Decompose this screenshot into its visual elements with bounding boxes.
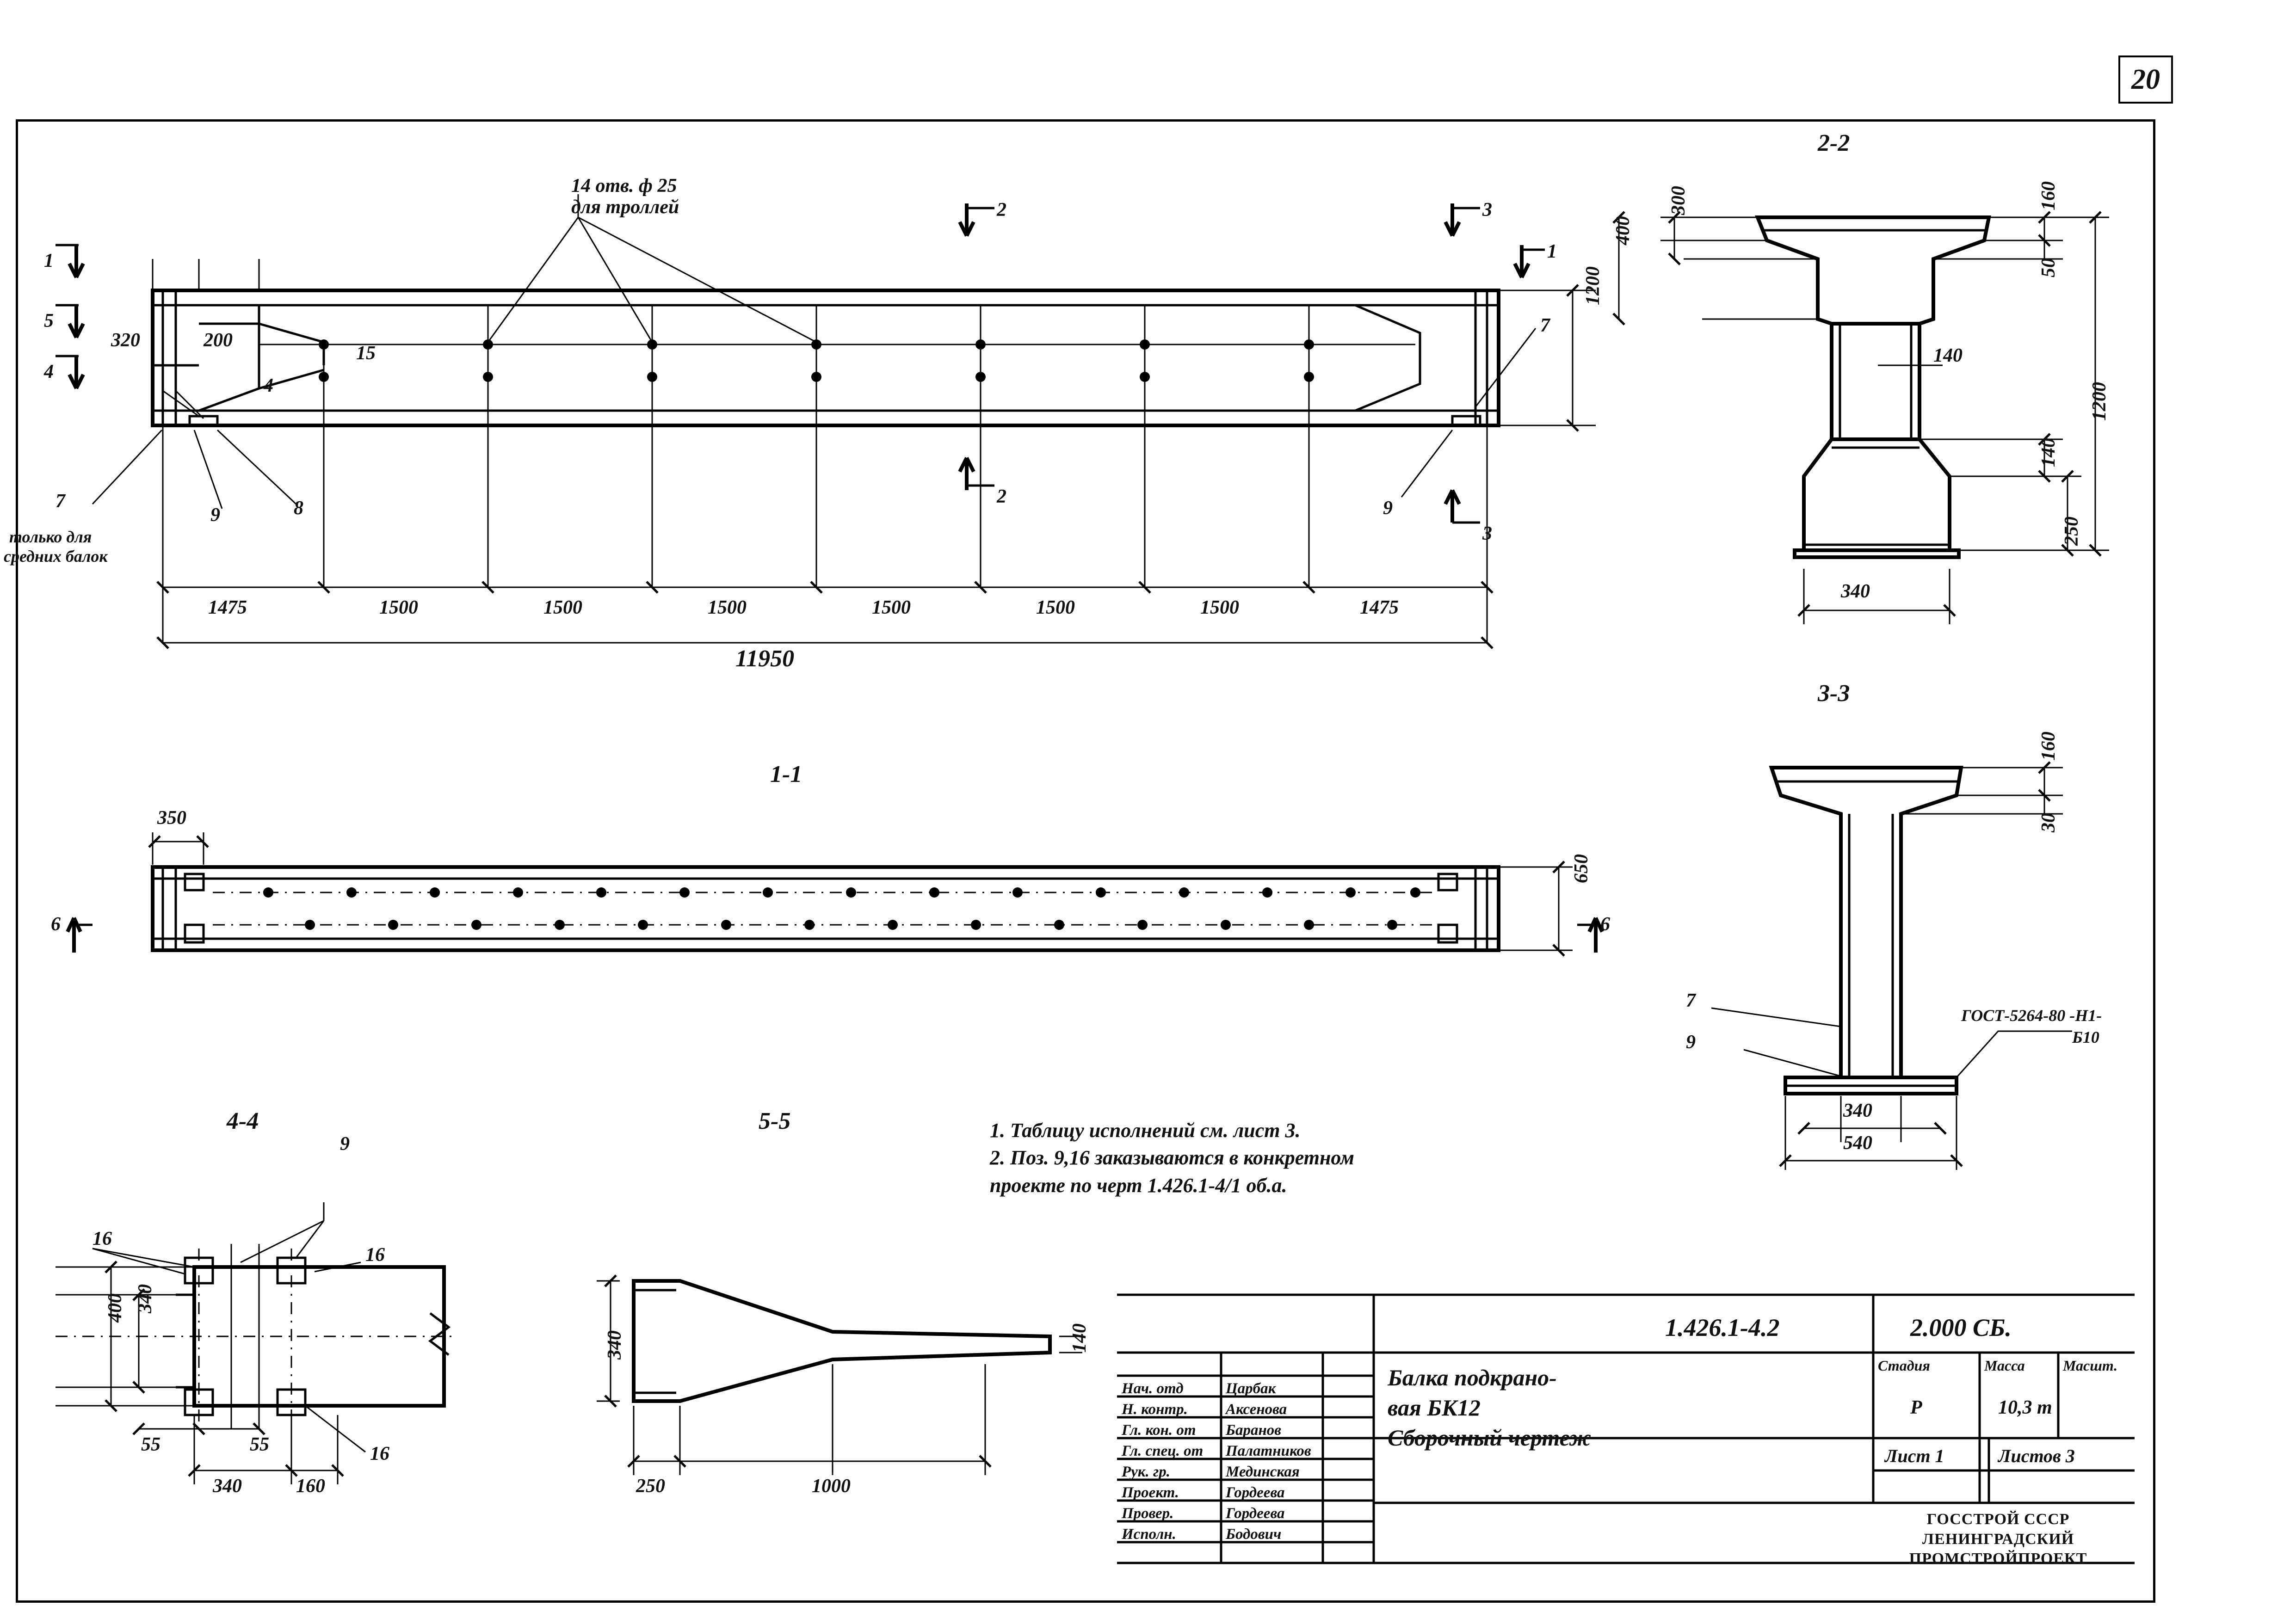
s33-dim-30: 30 (2038, 813, 2059, 832)
role-name-1: Аксенова (1226, 1401, 1287, 1418)
role-name-7: Бодович (1226, 1526, 1282, 1543)
mark-2-top: 2 (997, 199, 1006, 221)
mark-2-bottom: 2 (997, 486, 1006, 507)
section-2-2-title: 2-2 (1818, 130, 1850, 156)
mass-label: Масса (1984, 1357, 2025, 1374)
mark-9-right: 9 (1383, 498, 1393, 519)
section-1-1-title: 1-1 (770, 761, 802, 787)
page-number: 20 (2131, 63, 2160, 95)
role-label-1: Н. контр. (1122, 1401, 1188, 1418)
role-label-2: Гл. кон. от (1122, 1422, 1196, 1439)
dim-span-4: 1500 (708, 597, 747, 618)
dim-span-1: 1475 (208, 597, 247, 618)
role-name-0: Царбак (1226, 1380, 1276, 1397)
stage-value: Р (1910, 1397, 1922, 1418)
mark-1-left: 1 (44, 250, 54, 271)
s22-dim-340: 340 (1841, 581, 1870, 602)
s33-mark-7: 7 (1686, 990, 1696, 1011)
mark-7-right: 7 (1540, 315, 1550, 336)
s22-dim-160: 160 (2038, 181, 2059, 210)
s44-dim-160: 160 (296, 1476, 325, 1497)
note-3: проекте по черт 1.426.1-4/1 об.а. (990, 1174, 1287, 1197)
org-line-2: ЛЕНИНГРАДСКИЙ (1922, 1530, 2074, 1548)
mark-7-left: 7 (56, 491, 65, 512)
s55-dim-340: 340 (604, 1330, 625, 1359)
dim-total-length: 11950 (735, 646, 795, 672)
mass-value: 10,3 т (1998, 1397, 2052, 1418)
role-label-6: Провер. (1122, 1505, 1174, 1522)
role-label-4: Рук. гр. (1122, 1464, 1170, 1480)
dim-span-7: 1500 (1200, 597, 1239, 618)
section-1-1-geometry (68, 832, 1602, 956)
note-middle-beams-1: только для (9, 528, 92, 546)
dim-1200-plan: 1200 (1582, 266, 1604, 305)
s22-dim-300: 300 (1668, 186, 1689, 215)
role-label-7: Исполн. (1122, 1526, 1176, 1543)
role-name-6: Гордеева (1226, 1505, 1285, 1522)
role-name-5: Гордеева (1226, 1484, 1285, 1501)
section-3-3-geometry (1711, 762, 2072, 1170)
mark-3-top: 3 (1482, 199, 1492, 221)
section-5-5-geometry (597, 1275, 1082, 1475)
s44-mark-16-right: 16 (365, 1244, 385, 1266)
dim-350: 350 (157, 807, 186, 829)
section-5-5-title: 5-5 (759, 1108, 791, 1134)
s44-dim-55a: 55 (141, 1434, 160, 1455)
mark-4-inner: 4 (264, 375, 273, 396)
sheets-total: Листов 3 (1998, 1446, 2075, 1466)
org-line-1: ГОССТРОЙ СССР (1926, 1511, 2070, 1528)
dim-span-6: 1500 (1036, 597, 1075, 618)
s44-mark-9: 9 (340, 1133, 350, 1155)
doc-mass-code: 2.000 СБ. (1910, 1314, 2012, 1341)
title-line-1: Балка подкрано- (1388, 1365, 1557, 1390)
mark-6-left: 6 (51, 914, 61, 935)
role-label-5: Проект. (1122, 1484, 1179, 1501)
mark-3-bottom: 3 (1482, 523, 1492, 544)
s44-mark-16-bottom: 16 (370, 1443, 389, 1464)
title-line-2: вая БК12 (1388, 1395, 1481, 1421)
s22-dim-250: 250 (2061, 517, 2082, 546)
general-notes (990, 1117, 1354, 1199)
mark-15: 15 (356, 343, 376, 364)
scale-label: Масшт. (2063, 1357, 2118, 1374)
s44-dim-400v: 400 (105, 1293, 126, 1323)
mark-9-left: 9 (210, 504, 220, 526)
dim-200: 200 (204, 330, 233, 351)
s22-dim-1200: 1200 (2089, 382, 2110, 421)
s22-dim-140: 140 (2038, 438, 2059, 467)
s22-dim-50: 50 (2038, 258, 2059, 277)
mark-8: 8 (294, 498, 303, 519)
s22-dim-140-web: 140 (1933, 345, 1963, 366)
s44-dim-340: 340 (213, 1476, 242, 1497)
organization-stamp (1841, 1510, 2155, 1569)
dim-320: 320 (111, 330, 140, 351)
note-middle-beams-2: средних балок (4, 547, 108, 566)
section-4-4-title: 4-4 (227, 1108, 259, 1134)
mark-5-left: 5 (44, 310, 54, 332)
note-2: 2. Поз. 9,16 заказываются в конкретном (990, 1146, 1354, 1169)
role-name-3: Палатников (1226, 1443, 1311, 1459)
role-name-2: Баранов (1226, 1422, 1282, 1439)
doc-code: 1.426.1-4.2 (1665, 1314, 1780, 1341)
s33-dim-540: 540 (1843, 1132, 1872, 1154)
stage-label: Стадия (1878, 1357, 1930, 1374)
holes-callout-line1: 14 отв. ф 25 (571, 175, 677, 197)
role-label-0: Нач. отд (1122, 1380, 1184, 1397)
s33-weld-note-2: Б10 (2072, 1028, 2099, 1046)
s44-mark-16-left: 16 (93, 1228, 112, 1249)
mark-4-left: 4 (44, 361, 54, 382)
s33-dim-160: 160 (2038, 732, 2059, 761)
section-2-2-geometry (1613, 212, 2109, 624)
org-line-3: ПРОМСТРОЙПРОЕКТ (1909, 1550, 2087, 1567)
dim-650: 650 (1571, 854, 1592, 883)
s55-dim-250: 250 (636, 1476, 665, 1497)
s55-dim-140: 140 (1069, 1323, 1090, 1353)
s44-dim-340v: 340 (135, 1284, 156, 1313)
note-1: 1. Таблицу исполнений см. лист 3. (990, 1119, 1301, 1142)
s55-dim-1000: 1000 (812, 1476, 851, 1497)
holes-callout-line2: для троллей (571, 197, 679, 218)
role-name-4: Мединская (1226, 1464, 1300, 1480)
section-3-3-title: 3-3 (1818, 680, 1850, 707)
elevation-view-geometry (56, 194, 1596, 648)
s22-dim-400: 400 (1612, 216, 1634, 245)
s33-mark-9: 9 (1686, 1032, 1696, 1053)
mark-1-right: 1 (1547, 241, 1557, 262)
sheet-number: Лист 1 (1885, 1446, 1944, 1466)
mark-6-right: 6 (1600, 914, 1610, 935)
s33-weld-note-1: ГОСТ-5264-80 -Н1- (1961, 1006, 2102, 1025)
dim-span-3: 1500 (543, 597, 582, 618)
s44-dim-55b: 55 (250, 1434, 269, 1455)
role-label-3: Гл. спец. от (1122, 1443, 1204, 1459)
dim-span-2: 1500 (379, 597, 418, 618)
title-line-3: Сборочный чертеж (1388, 1425, 1592, 1451)
dim-span-8: 1475 (1360, 597, 1399, 618)
dim-span-5: 1500 (872, 597, 911, 618)
s33-dim-340: 340 (1843, 1100, 1872, 1121)
